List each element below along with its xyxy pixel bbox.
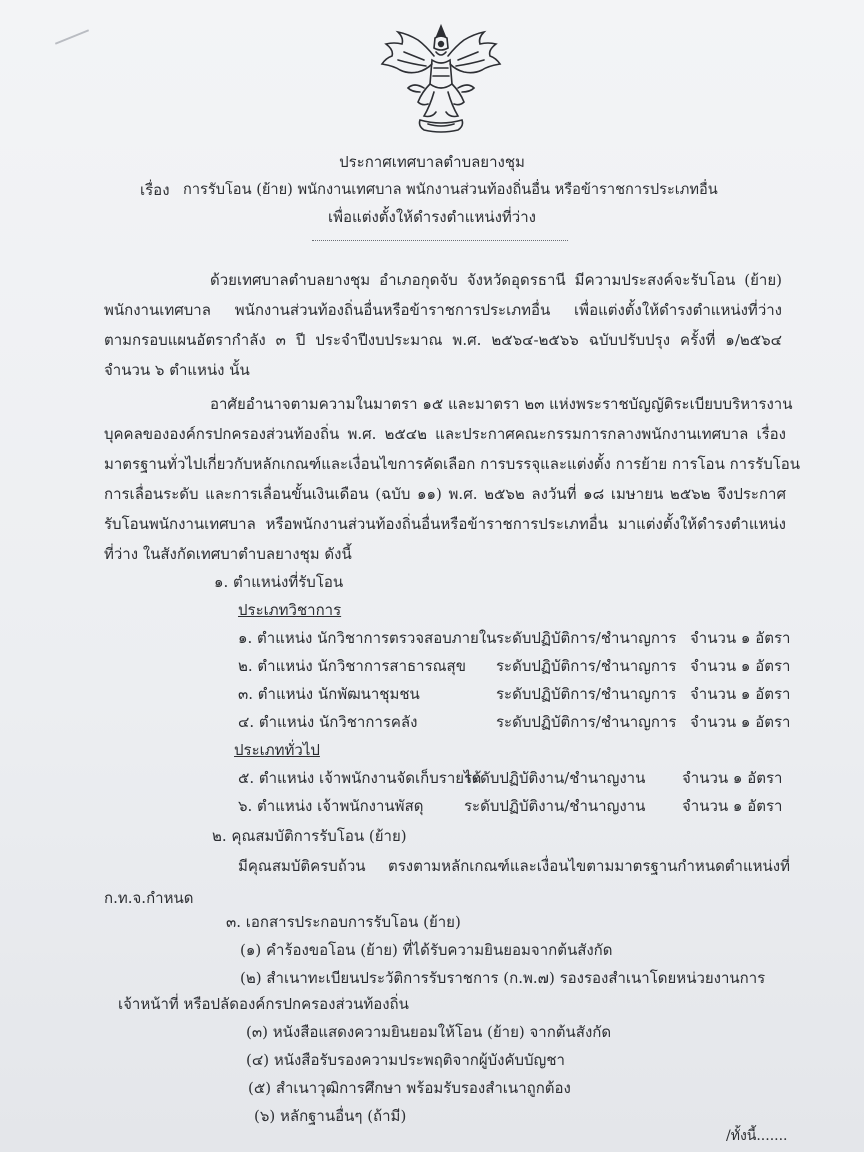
position-title: ๔. ตำแหน่ง นักวิชาการคลัง [238,713,418,731]
document-item-1: (๑) คำร้องขอโอน (ย้าย) ที่ได้รับความยินยอมจากต้นสังกัด [240,941,613,959]
position-count: จำนวน ๑ อัตรา [690,685,791,703]
section2-heading: ๒. คุณสมบัติการรับโอน (ย้าย) [212,827,407,845]
position-count: จำนวน ๑ อัตรา [682,797,783,815]
position-title: ๓. ตำแหน่ง นักพัฒนาชุมชน [238,685,420,703]
header-divider [312,240,568,241]
position-title: ๒. ตำแหน่ง นักวิชาการสาธารณสุข [238,657,466,675]
intro-line-1: ด้วยเทศบาลตำบลยางชุม อำเภอกุดจับ จังหวัดอุดรธานี มีความประสงค์จะรับโอน (ย้าย) [210,271,782,289]
intro-line-2: พนักงานเทศบาล พนักงานส่วนท้องถิ่นอื่นหรือข้าราชการประเภทอื่น เพื่อแต่งตั้งให้ดำรงตำแหน่งที่ว่าง [104,301,782,319]
position-count: จำนวน ๑ อัตรา [682,769,783,787]
position-count: จำนวน ๑ อัตรา [690,657,791,675]
authority-line-1: อาศัยอำนาจตามความในมาตรา ๑๕ และมาตรา ๒๓ แห่งพระราชบัญญัติระเบียบบริหารงาน [210,395,793,413]
position-title: ๕. ตำแหน่ง เจ้าพนักงานจัดเก็บรายได้ [238,769,482,787]
authority-line-3: มาตรฐานทั่วไปเกี่ยวกับหลักเกณฑ์และเงื่อนไขการคัดเลือก การบรรจุและแต่งตั้ง การย้าย การโอน การรับโอน [104,455,801,473]
authority-line-5: รับโอนพนักงานเทศบาล หรือพนักงานส่วนท้องถิ่นอื่นหรือข้าราชการประเภทอื่น มาแต่งตั้งให้ดำรงตำแหน่ง [104,515,786,533]
subject-label: เรื่อง [140,181,170,199]
authority-line-6: ที่ว่าง ในสังกัดเทศบาตำบลยางชุม ดังนี้ [104,545,352,563]
section2-line-2: ก.ท.จ.กำหนด [104,889,194,907]
position-title: ๑. ตำแหน่ง นักวิชาการตรวจสอบภายใน [238,629,497,647]
position-level: ระดับปฏิบัติงาน/ชำนาญงาน [464,797,646,815]
position-count: จำนวน ๑ อัตรา [690,713,791,731]
announcement-org: ประกาศเทศบาลตำบลยางชุม [339,153,525,171]
position-level: ระดับปฏิบัติงาน/ชำนาญงาน [464,769,646,787]
position-level: ระดับปฏิบัติการ/ชำนาญการ [496,629,677,647]
intro-line-4: จำนวน ๖ ตำแหน่ง นั้น [104,361,250,379]
position-level: ระดับปฏิบัติการ/ชำนาญการ [496,713,677,731]
document-item-5: (๕) สำเนาวุฒิการศึกษา พร้อมรับรองสำเนาถูกต้อง [248,1079,571,1097]
group-academic-heading: ประเภทวิชาการ [238,601,342,619]
position-level: ระดับปฏิบัติการ/ชำนาญการ [496,657,677,675]
position-level: ระดับปฏิบัติการ/ชำนาญการ [496,685,677,703]
document-item-3: (๓) หนังสือแสดงความยินยอมให้โอน (ย้าย) จากต้นสังกัด [246,1023,612,1041]
group-general-heading: ประเภททั่วไป [234,741,320,759]
position-count: จำนวน ๑ อัตรา [690,629,791,647]
garuda-emblem-icon [378,22,504,134]
authority-line-4: การเลื่อนระดับ และการเลื่อนขั้นเงินเดือน (ฉบับ ๑๑) พ.ศ. ๒๕๖๒ ลงวันที่ ๑๘ เมษายน ๒๕๖๒ จึงประกาศ [104,485,786,503]
document-item-6: (๖) หลักฐานอื่นๆ (ถ้ามี) [254,1107,407,1125]
document-item-4: (๔) หนังสือรับรองความประพฤติจากผู้บังคับบัญชา [246,1051,565,1069]
subject-line-2: เพื่อแต่งตั้งให้ดำรงตำแหน่งที่ว่าง [328,208,536,226]
document-item-2: (๒) สำเนาทะเบียนประวัติการรับราชการ (ก.พ.๗) รองรองสำเนาโดยหน่วยงานการ [240,969,766,987]
section2-line-1: มีคุณสมบัติครบถ้วน ตรงตามหลักเกณฑ์และเงื่อนไขตามมาตรฐานกำหนดตำแหน่งที่ [238,857,790,875]
document-item-2-continued: เจ้าหน้าที่ หรือปลัดองค์กรปกครองส่วนท้องถิ่น [118,995,409,1013]
position-title: ๖. ตำแหน่ง เจ้าพนักงานพัสดุ [238,797,424,815]
subject-line-1: การรับโอน (ย้าย) พนักงานเทศบาล พนักงานส่วนท้องถิ่นอื่น หรือข้าราชการประเภทอื่น [183,181,718,198]
authority-line-2: บุคคลขององค์กรปกครองส่วนท้องถิ่น พ.ศ. ๒๕๔๒ และประกาศคณะกรรมการกลางพนักงานเทศบาล เรื่อง [104,425,786,443]
section3-heading: ๓. เอกสารประกอบการรับโอน (ย้าย) [226,913,461,931]
intro-line-3: ตามกรอบแผนอัตรากำลัง ๓ ปี ประจำปีงบประมาณ พ.ศ. ๒๕๖๔-๒๕๖๖ ฉบับปรับปรุง ครั้งที่ ๑/๒๕๖๔ [104,331,782,349]
continuation-marker: /ทั้งนี้....... [726,1128,788,1144]
paper-crease [55,29,89,44]
section1-heading: ๑. ตำแหน่งที่รับโอน [214,573,344,591]
